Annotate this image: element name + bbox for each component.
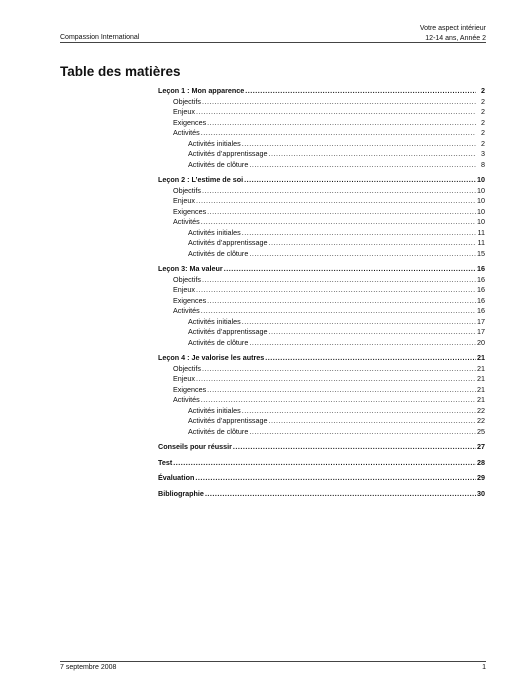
toc-entry-label: Enjeux bbox=[173, 107, 195, 116]
toc-entry-section[interactable] bbox=[158, 442, 485, 453]
toc-leader-dots bbox=[233, 442, 476, 453]
toc-entry[interactable] bbox=[158, 395, 485, 406]
toc-entry-page: 8 bbox=[481, 159, 485, 169]
footer-page-number: 1 bbox=[482, 664, 486, 671]
toc-entry-label: Activités bbox=[173, 306, 200, 315]
toc-leader-dots bbox=[245, 86, 476, 97]
toc-entry-section[interactable] bbox=[158, 473, 485, 484]
toc-entry[interactable] bbox=[158, 385, 485, 396]
toc-entry-page: 2 bbox=[481, 96, 485, 106]
toc-leader-dots bbox=[224, 264, 476, 275]
toc-entry[interactable] bbox=[158, 186, 485, 197]
toc-entry-label: Leçon 2 : L’estime de soi bbox=[158, 175, 244, 184]
toc-leader-dots bbox=[196, 374, 476, 385]
toc-entry-label: Bibliographie bbox=[158, 488, 204, 498]
toc-entry[interactable] bbox=[158, 416, 485, 427]
toc-entry-label: Activités de clôture bbox=[188, 248, 249, 258]
toc-entry[interactable] bbox=[158, 196, 485, 207]
toc-leader-dots bbox=[202, 97, 476, 108]
toc-entry[interactable] bbox=[158, 128, 485, 139]
toc-entry-page: 10 bbox=[477, 196, 485, 205]
toc-entry[interactable] bbox=[158, 160, 485, 171]
toc-entry-page: 2 bbox=[481, 117, 485, 127]
toc-leader-dots bbox=[269, 238, 476, 249]
toc-entry-label: Leçon 4 : Je valorise les autres bbox=[158, 353, 265, 362]
toc-leader-dots bbox=[207, 385, 476, 396]
toc-entry-section[interactable] bbox=[158, 175, 485, 186]
footer-date: 7 septembre 2008 bbox=[60, 664, 117, 671]
header-doc-subtitle: 12-14 ans, Année 2 bbox=[425, 35, 486, 42]
toc-entry-page: 16 bbox=[477, 295, 485, 305]
table-of-contents bbox=[158, 86, 485, 499]
toc-entry-page: 17 bbox=[477, 327, 485, 336]
toc-entry-page: 22 bbox=[477, 416, 485, 425]
toc-entry-page: 16 bbox=[477, 306, 485, 315]
toc-entry-page: 21 bbox=[477, 353, 485, 362]
toc-entry-label: Activités bbox=[173, 395, 200, 404]
toc-entry-label: Exigences bbox=[173, 384, 207, 394]
toc-entry-page: 21 bbox=[477, 363, 485, 373]
toc-entry-label: Activités de clôture bbox=[188, 159, 249, 169]
toc-entry-label: Activités d’apprentissage bbox=[188, 238, 268, 247]
header-doc-info bbox=[420, 24, 486, 44]
toc-entry-label: Enjeux bbox=[173, 196, 195, 205]
toc-leader-dots bbox=[202, 275, 476, 286]
toc-entry-label: Enjeux bbox=[173, 374, 195, 383]
toc-entry-label: Exigences bbox=[173, 295, 207, 305]
toc-entry-label: Activités bbox=[173, 217, 200, 226]
toc-entry-label: Activités de clôture bbox=[188, 426, 249, 436]
header-org: Compassion International bbox=[60, 34, 140, 41]
toc-entry-label: Leçon 1 : Mon apparence bbox=[158, 86, 245, 95]
toc-entry-page: 10 bbox=[477, 185, 485, 195]
toc-leader-dots bbox=[202, 186, 476, 197]
toc-leader-dots bbox=[205, 489, 476, 500]
toc-entry-page: 10 bbox=[477, 206, 485, 216]
toc-leader-dots bbox=[269, 327, 476, 338]
header-doc-title: Votre aspect intérieur bbox=[419, 25, 486, 32]
toc-entry-label: Activités d’apprentissage bbox=[188, 149, 268, 158]
toc-leader-dots bbox=[201, 395, 476, 406]
toc-entry[interactable] bbox=[158, 364, 485, 375]
toc-entry-label: Enjeux bbox=[173, 285, 195, 294]
toc-leader-dots bbox=[244, 175, 476, 186]
toc-entry-label: Objectifs bbox=[173, 274, 201, 284]
toc-entry[interactable] bbox=[158, 207, 485, 218]
toc-leader-dots bbox=[249, 427, 476, 438]
toc-entry-page: 16 bbox=[477, 285, 485, 294]
toc-leader-dots bbox=[201, 128, 476, 139]
toc-entry[interactable] bbox=[158, 149, 485, 160]
toc-entry-label: Exigences bbox=[173, 206, 207, 216]
toc-entry-page: 16 bbox=[477, 264, 485, 273]
toc-entry-page: 17 bbox=[477, 316, 485, 326]
toc-entry-page: 20 bbox=[477, 337, 485, 347]
toc-leader-dots bbox=[195, 473, 476, 484]
toc-entry-page: 2 bbox=[481, 86, 485, 95]
toc-entry-label: Activités initiales bbox=[188, 138, 241, 148]
toc-entry-page: 29 bbox=[477, 473, 485, 482]
toc-entry-label: Test bbox=[158, 457, 173, 467]
toc-entry-page: 28 bbox=[477, 457, 485, 467]
toc-entry[interactable] bbox=[158, 406, 485, 417]
toc-entry-page: 2 bbox=[481, 138, 485, 148]
toc-entry[interactable] bbox=[158, 338, 485, 349]
toc-leader-dots bbox=[242, 406, 476, 417]
toc-leader-dots bbox=[201, 306, 476, 317]
toc-entry-label: Activités de clôture bbox=[188, 337, 249, 347]
toc-entry-label: Objectifs bbox=[173, 363, 201, 373]
toc-leader-dots bbox=[242, 139, 476, 150]
toc-leader-dots bbox=[196, 285, 476, 296]
toc-entry-section[interactable] bbox=[158, 489, 485, 500]
toc-leader-dots bbox=[269, 416, 476, 427]
toc-leader-dots bbox=[207, 296, 476, 307]
toc-leader-dots bbox=[207, 207, 476, 218]
toc-leader-dots bbox=[242, 228, 476, 239]
toc-leader-dots bbox=[196, 196, 476, 207]
toc-entry[interactable] bbox=[158, 427, 485, 438]
toc-entry-page: 3 bbox=[481, 149, 485, 158]
toc-entry[interactable] bbox=[158, 296, 485, 307]
toc-entry-page: 25 bbox=[477, 426, 485, 436]
footer-rule bbox=[60, 661, 486, 662]
toc-entry-page: 22 bbox=[477, 405, 485, 415]
toc-entry-label: Leçon 3: Ma valeur bbox=[158, 264, 223, 273]
toc-entry-page: 21 bbox=[477, 395, 485, 404]
toc-entry-label: Activités initiales bbox=[188, 227, 241, 237]
toc-leader-dots bbox=[207, 118, 476, 129]
toc-entry[interactable] bbox=[158, 317, 485, 328]
toc-entry[interactable] bbox=[158, 217, 485, 228]
toc-leader-dots bbox=[242, 317, 476, 328]
toc-entry-label: Exigences bbox=[173, 117, 207, 127]
toc-entry-label: Conseils pour réussir bbox=[158, 442, 232, 451]
toc-entry-page: 21 bbox=[477, 374, 485, 383]
toc-leader-dots bbox=[249, 249, 476, 260]
toc-leader-dots bbox=[249, 338, 476, 349]
toc-entry-section[interactable] bbox=[158, 86, 485, 97]
toc-entry-page: 2 bbox=[481, 128, 485, 137]
toc-entry[interactable] bbox=[158, 97, 485, 108]
toc-entry-label: Objectifs bbox=[173, 185, 201, 195]
toc-leader-dots bbox=[269, 149, 476, 160]
toc-leader-dots bbox=[265, 353, 476, 364]
toc-entry-page: 27 bbox=[477, 442, 485, 451]
toc-entry-page: 10 bbox=[477, 175, 485, 184]
toc-entry[interactable] bbox=[158, 107, 485, 118]
toc-entry-label: Activités initiales bbox=[188, 405, 241, 415]
toc-leader-dots bbox=[173, 458, 476, 469]
toc-entry-section[interactable] bbox=[158, 458, 485, 469]
toc-leader-dots bbox=[201, 217, 476, 228]
toc-entry-page: 16 bbox=[477, 274, 485, 284]
toc-entry-page: 21 bbox=[477, 384, 485, 394]
header-rule bbox=[60, 42, 486, 43]
toc-entry-page: 15 bbox=[477, 248, 485, 258]
toc-entry[interactable] bbox=[158, 118, 485, 129]
toc-entry-section[interactable] bbox=[158, 353, 485, 364]
toc-entry-label: Activités initiales bbox=[188, 316, 241, 326]
toc-entry-label: Évaluation bbox=[158, 473, 195, 482]
toc-leader-dots bbox=[249, 160, 476, 171]
toc-entry-label: Activités d’apprentissage bbox=[188, 416, 268, 425]
toc-leader-dots bbox=[196, 107, 476, 118]
toc-entry-page: 11 bbox=[477, 227, 485, 237]
toc-entry[interactable] bbox=[158, 275, 485, 286]
toc-entry[interactable] bbox=[158, 327, 485, 338]
toc-entry-page: 10 bbox=[477, 217, 485, 226]
toc-entry[interactable] bbox=[158, 374, 485, 385]
toc-entry-page: 2 bbox=[481, 107, 485, 116]
toc-leader-dots bbox=[202, 364, 476, 375]
toc-entry[interactable] bbox=[158, 285, 485, 296]
toc-entry-page: 30 bbox=[477, 488, 485, 498]
toc-entry-label: Objectifs bbox=[173, 96, 201, 106]
toc-entry[interactable] bbox=[158, 238, 485, 249]
toc-entry-label: Activités bbox=[173, 128, 200, 137]
toc-entry[interactable] bbox=[158, 306, 485, 317]
toc-entry[interactable] bbox=[158, 249, 485, 260]
page-title: Table des matières bbox=[60, 64, 181, 79]
toc-entry-page: 11 bbox=[477, 238, 485, 247]
toc-entry-section[interactable] bbox=[158, 264, 485, 275]
toc-entry[interactable] bbox=[158, 139, 485, 150]
toc-entry-label: Activités d’apprentissage bbox=[188, 327, 268, 336]
toc-entry[interactable] bbox=[158, 228, 485, 239]
